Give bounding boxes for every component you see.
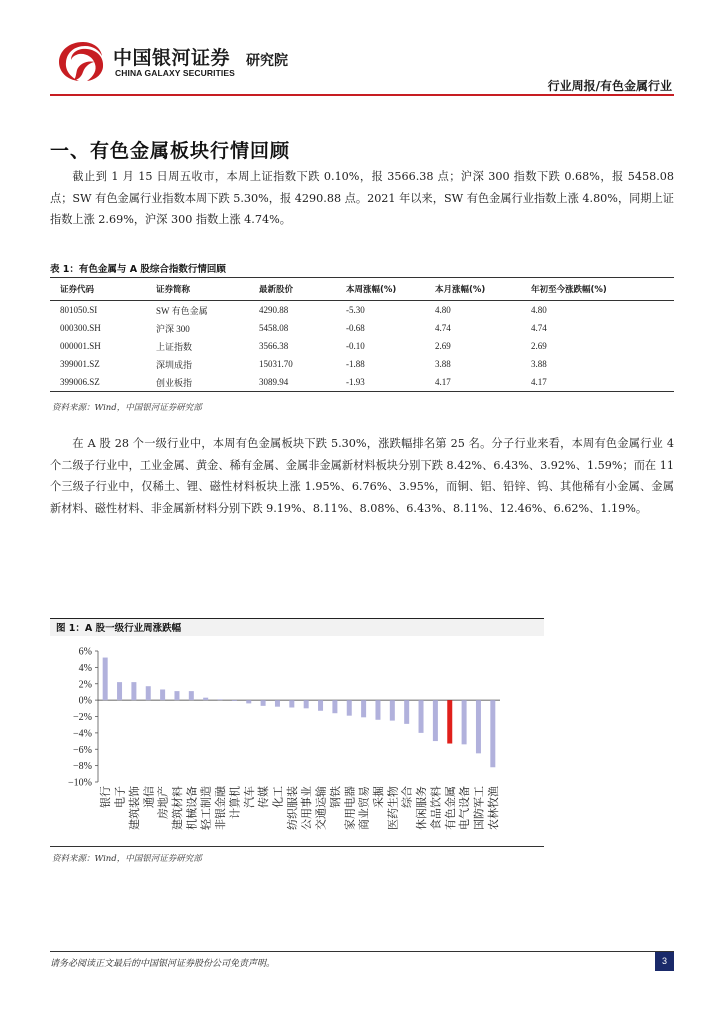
table-cell: -1.93: [336, 373, 425, 392]
table-header-cell: 证券代码: [50, 278, 146, 301]
bar-26: [462, 700, 467, 744]
table-cell: 801050.SI: [60, 305, 98, 315]
table-cell: -1.88: [346, 359, 365, 369]
paragraph-text: 截止到 1 月 15 日周五收市，本周上证指数下跌 0.10%，报 3566.38 点；沪深 300 指数下跌 0.68%，报 5458.08 点；SW 有色金属行业指数本周下跌 5.30%，报 4290.88 点。2021 年以来，SW 有色金属行业指数上涨 4.80%，同期上证指数上涨 2.69%，沪深 300 指数上涨 4.74%。: [50, 170, 674, 226]
bar-17: [332, 700, 337, 713]
category-label: 化工: [271, 786, 285, 808]
table-cell: 5458.08: [259, 323, 289, 333]
category-label: 有色金属: [443, 786, 457, 830]
table-cell: SW 有色金属: [156, 305, 208, 316]
table-cell: 000001.SH: [60, 341, 101, 351]
category-label: 汽车: [242, 786, 256, 808]
table-cell: 4.74: [531, 323, 547, 333]
table-cell: 399006.SZ: [50, 373, 146, 392]
table-cell: 4.17: [425, 373, 521, 392]
table-cell: -0.10: [346, 341, 365, 351]
paragraph-industry-review: [50, 433, 674, 519]
footer-divider: [50, 951, 674, 952]
table-header-row: [50, 278, 674, 301]
category-label: 国防军工: [472, 786, 486, 830]
y-tick-label: −8%: [73, 761, 92, 773]
paragraph-market-review: [50, 166, 674, 231]
category-label: 公用事业: [300, 786, 314, 830]
category-label: 机械设备: [185, 786, 199, 830]
table-row: [50, 301, 674, 320]
institute-label: 研究院: [246, 53, 288, 69]
category-label: 商业贸易: [357, 786, 371, 830]
category-label: 房地产: [156, 786, 170, 819]
category-label: 农林牧渔: [486, 786, 500, 830]
category-label: 轻工制造: [199, 786, 213, 830]
y-tick-label: −10%: [68, 777, 92, 789]
figure-bottom-rule: [50, 846, 544, 847]
table-header-cell: 最新股价: [249, 278, 336, 301]
table-row: [50, 319, 674, 337]
table-header-cell: 证券简称: [146, 278, 249, 301]
bar-22: [404, 700, 409, 724]
bar-10: [232, 700, 237, 701]
bar-5: [160, 689, 165, 700]
category-label: 计算机: [228, 786, 242, 819]
report-type: 行业周报/有色金属行业: [547, 79, 672, 93]
category-label: 休闲服务: [415, 786, 429, 830]
category-label: 传媒: [257, 786, 271, 808]
category-label: 交通运输: [314, 786, 328, 830]
logo-english-name: CHINA GALAXY SECURITIES: [115, 68, 235, 78]
logo-chinese-name: 中国银河证券: [113, 47, 231, 69]
category-label: 钢铁: [328, 786, 342, 808]
table-cell: 创业板指: [146, 373, 249, 392]
table-header-cell: 本周涨幅(%): [336, 278, 425, 301]
table-cell: 3.88: [435, 359, 451, 369]
category-label: 电气设备: [458, 786, 472, 830]
table-row: [50, 337, 674, 355]
bar-21: [390, 700, 395, 720]
footer-disclaimer: 请务必阅读正文最后的中国银河证券股份公司免责声明。: [50, 959, 276, 969]
table-header-cell: 本月涨幅(%): [425, 278, 521, 301]
category-label: 综合: [400, 786, 414, 808]
table-source: 资料来源：Wind，中国银河证券研究部: [52, 403, 202, 413]
bar-4: [146, 686, 151, 700]
bar-14: [289, 700, 294, 707]
bar-1: [103, 658, 108, 701]
page-number: 3: [655, 952, 674, 971]
galaxy-logo-icon: [57, 40, 109, 82]
figure-source: 资料来源：Wind，中国银河证券研究部: [52, 854, 202, 864]
bar-2: [117, 682, 122, 700]
bar-15: [304, 700, 309, 708]
bar-8: [203, 698, 208, 700]
y-tick-label: −4%: [73, 728, 92, 740]
category-label: 电子: [113, 786, 127, 808]
industry-weekly-change-chart: [50, 640, 544, 844]
table-cell: 000300.SH: [60, 323, 101, 333]
table-cell: 4.80: [531, 305, 547, 315]
category-label: 采掘: [371, 786, 385, 808]
y-tick-label: 0%: [78, 695, 92, 707]
bar-19: [361, 700, 366, 717]
y-tick-label: 4%: [78, 662, 92, 674]
table-cell: 4.80: [435, 305, 451, 315]
bar-20: [375, 700, 380, 720]
index-review-table: [50, 277, 674, 392]
bar-7: [189, 691, 194, 700]
table-cell: 3566.38: [259, 341, 289, 351]
table-row: [50, 373, 674, 392]
bar-28: [490, 700, 495, 767]
table-row: [50, 355, 674, 373]
bar-11: [246, 700, 251, 703]
category-label: 非银金融: [214, 786, 228, 830]
bar-6: [174, 691, 179, 700]
figure-title: 图 1：A 股一级行业周涨跌幅: [56, 623, 182, 634]
table-cell: 399001.SZ: [60, 359, 100, 369]
table-header-cell: 年初至今涨跌幅(%): [521, 278, 674, 301]
category-label: 建筑装饰: [127, 786, 141, 830]
category-label: 纺织服装: [285, 786, 299, 830]
bar-3: [131, 682, 136, 700]
table-cell: 深圳成指: [156, 359, 193, 370]
y-tick-label: −2%: [73, 712, 92, 723]
table-cell: 3.88: [531, 359, 547, 369]
section-title: 一、有色金属板块行情回顾: [50, 140, 291, 162]
table-cell: 2.69: [435, 341, 451, 351]
category-label: 家用电器: [343, 786, 357, 830]
category-label: 通信: [142, 786, 156, 808]
bar-13: [275, 700, 280, 707]
bar-27: [476, 700, 481, 753]
category-label: 食品饮料: [429, 786, 443, 830]
table-cell: 3089.94: [249, 373, 336, 392]
bar-12: [261, 700, 266, 706]
table-cell: 上证指数: [156, 341, 193, 352]
category-label: 医药生物: [386, 786, 400, 830]
bar-16: [318, 700, 323, 711]
paragraph-text: 在 A 股 28 个一级行业中，本周有色金属板块下跌 5.30%，涨跌幅排名第 25 名。分子行业来看，本周有色金属行业 4 个二级子行业中，工业金属、黄金、稀有金属、金属非金属新材料板块分别下跌 8.42%、6.43%、3.92%、1.59%；而在 11 个三级子行业中，仅稀土、锂、磁性材料板块上涨 1.95%、6.76%、3.95%，而铜、铝、铅锌、钨、其他稀有小金属、金属新材料、磁性材料、非金属新材料分别下跌 9.19%、8.11%、8.08%、6.43%、8.11%、12.46%、6.62%、1.19%。: [50, 437, 674, 515]
bar-24: [433, 700, 438, 741]
table-cell: 4.17: [521, 373, 674, 392]
y-tick-label: −6%: [73, 744, 92, 756]
y-tick-label: 6%: [78, 646, 92, 658]
table-cell: 4.74: [435, 323, 451, 333]
category-label: 银行: [99, 786, 113, 808]
table-cell: -5.30: [346, 305, 365, 315]
table-cell: -0.68: [346, 323, 365, 333]
category-label: 建筑材料: [170, 786, 184, 830]
table-cell: 沪深 300: [156, 323, 190, 334]
table-title: 表 1：有色金属与 A 股综合指数行情回顾: [50, 264, 226, 275]
table-cell: 2.69: [531, 341, 547, 351]
bar-23: [419, 700, 424, 733]
y-tick-label: 2%: [78, 679, 92, 691]
bar-9: [218, 699, 223, 700]
bar-18: [347, 700, 352, 716]
table-cell: 4290.88: [259, 305, 289, 315]
header-divider: [50, 94, 674, 96]
table-cell: 15031.70: [259, 359, 293, 369]
bar-25: [447, 700, 452, 743]
